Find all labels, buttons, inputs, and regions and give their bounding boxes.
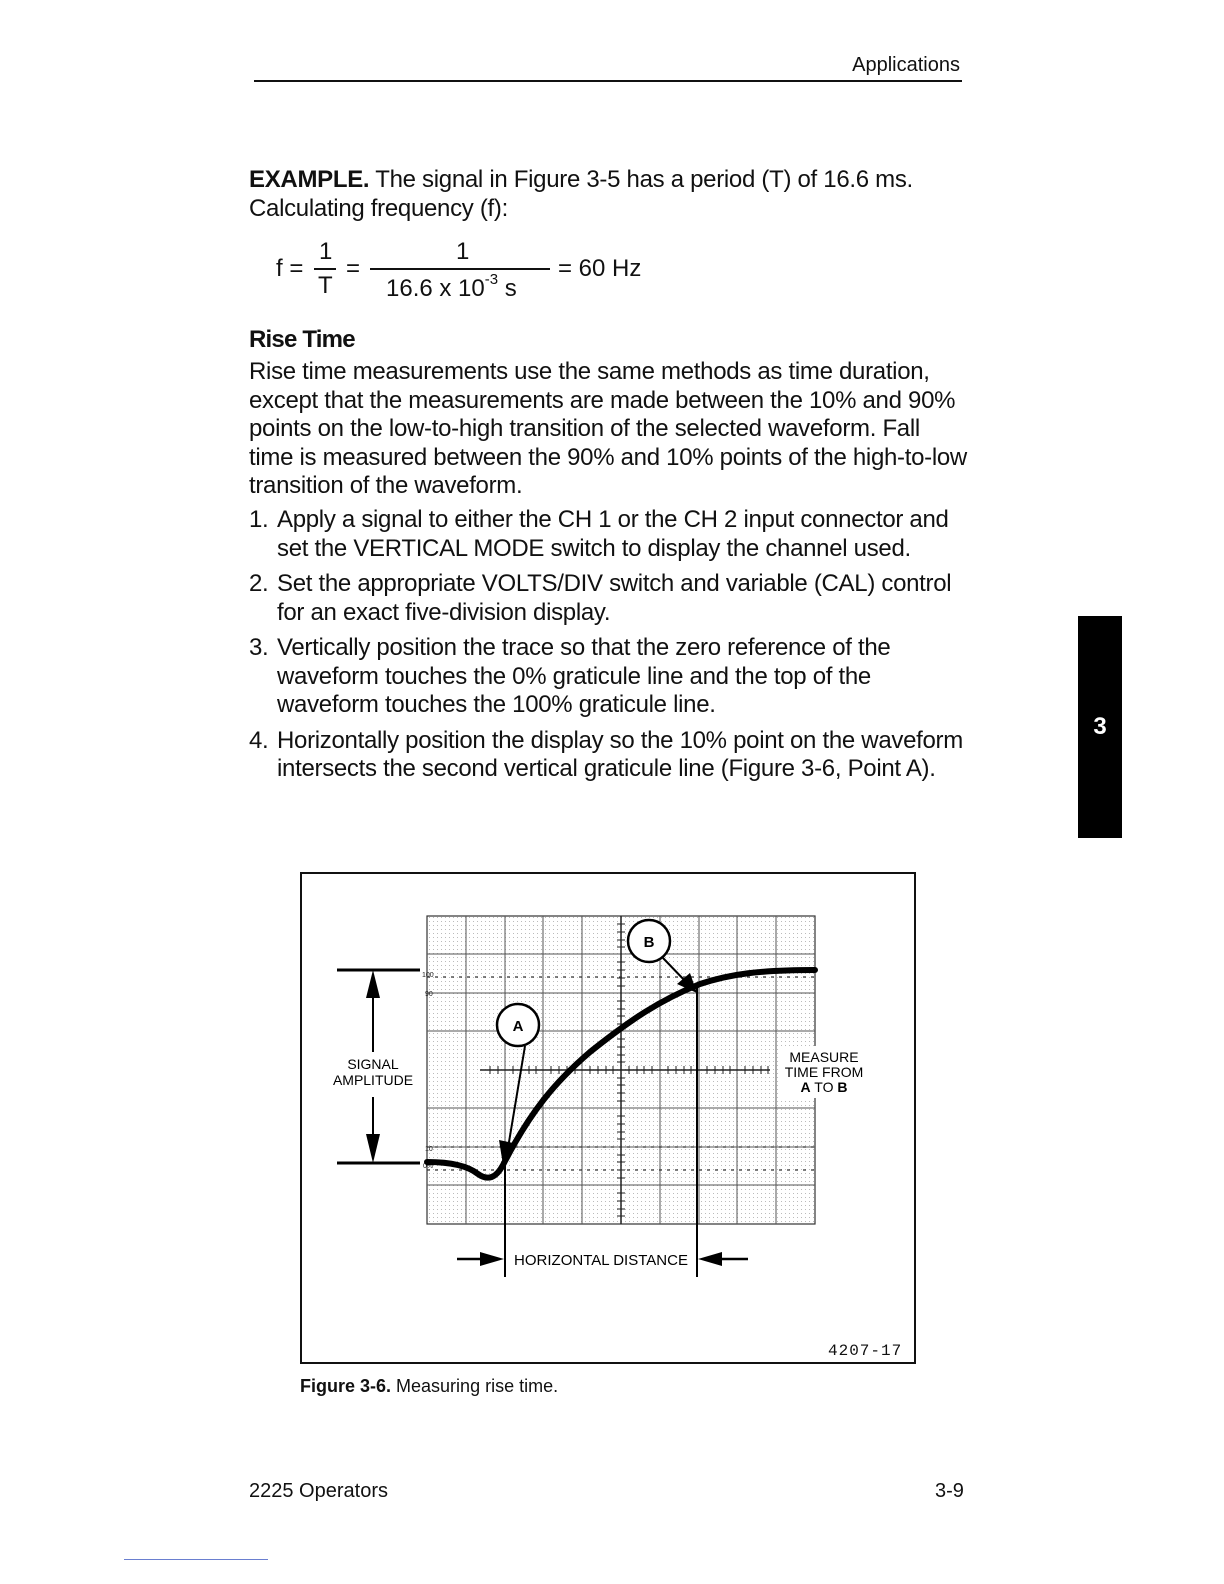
tick-label-100: 100 xyxy=(422,972,434,979)
section-intro: Rise time measurements use the same methods as time duration, except that the measurements are made between the 10% and 90% points on the low-to-high transition of the selected waveform. Fall time is measured between the 90% and 10% points of the high-to-low transition of the waveform. xyxy=(249,358,967,499)
amplitude-label: AMPLITUDE xyxy=(332,1072,414,1088)
formula-denominator-2 xyxy=(386,271,517,303)
example-text: The signal in Figure 3-5 has a period (T) of 16.6 ms. Calculating frequency (f): xyxy=(249,166,913,222)
step-text: Horizontally position the display so the 10% point on the waveform intersects the second vertical graticule line (Figure 3-6, Point A). xyxy=(277,726,963,782)
tick-label-10: 10 xyxy=(425,1146,433,1153)
figure-id: 4207-17 xyxy=(828,1342,903,1360)
figure-caption-text: Measuring rise time. xyxy=(391,1376,559,1396)
example-paragraph xyxy=(249,166,969,223)
frequency-formula xyxy=(0,232,800,304)
measure-label-a: A xyxy=(800,1079,811,1095)
horizontal-distance-label: HORIZONTAL DISTANCE xyxy=(514,1252,688,1269)
measure-label-3 xyxy=(801,1079,848,1095)
arrow-up-icon xyxy=(366,970,380,998)
step-number: 3. xyxy=(249,634,269,661)
fraction-bar-1 xyxy=(314,268,336,270)
formula-numerator-2: 1 xyxy=(456,238,470,265)
arrow-down-icon xyxy=(366,1134,380,1163)
procedure-list xyxy=(249,506,969,791)
chapter-tab: 3 xyxy=(1078,616,1122,838)
figure-caption-label: Figure 3-6. xyxy=(300,1376,392,1396)
denominator-base: 16.6 x 10 xyxy=(386,275,485,302)
formula-equals: = xyxy=(346,255,361,282)
list-item xyxy=(249,570,969,627)
arrow-right-icon xyxy=(480,1252,504,1266)
step-text: Set the appropriate VOLTS/DIV switch and variable (CAL) control for an exact five-division display. xyxy=(277,570,952,626)
measure-label-to: TO xyxy=(810,1079,838,1095)
step-text: Vertically position the trace so that the zero reference of the waveform touches the 0% graticule line and the top of the waveform touches the 100% graticule line. xyxy=(277,634,891,718)
list-item xyxy=(249,506,969,563)
denominator-exponent: -3 xyxy=(484,271,499,288)
bottom-rule xyxy=(124,1559,268,1560)
measure-note xyxy=(780,1046,872,1098)
formula-lhs: f = xyxy=(276,255,304,282)
measure-label-1: MEASURE xyxy=(789,1049,859,1065)
figure-caption xyxy=(300,1376,558,1397)
footer-manual-title: 2225 Operators xyxy=(249,1480,388,1502)
list-item xyxy=(249,634,969,720)
point-a-label: A xyxy=(512,1018,524,1035)
measure-label-2: TIME FROM xyxy=(784,1064,864,1080)
tick-label-90: 90 xyxy=(425,991,433,998)
rise-time-diagram xyxy=(300,872,916,1364)
tick-label-0: 0% xyxy=(423,1163,434,1170)
arrow-left-icon xyxy=(698,1252,722,1266)
step-number: 4. xyxy=(249,726,269,754)
step-text: Apply a signal to either the CH 1 or the CH 2 input connector and set the VERTICAL MODE switch to display the channel used. xyxy=(277,506,949,562)
measure-label-b: B xyxy=(837,1079,848,1095)
example-label: EXAMPLE. xyxy=(249,166,370,193)
fraction-bar-2 xyxy=(370,268,550,270)
running-header: Applications xyxy=(852,54,960,76)
denominator-unit: s xyxy=(498,275,517,302)
footer-page-number: 3-9 xyxy=(935,1480,964,1502)
header-rule xyxy=(254,80,962,82)
formula-result: = 60 Hz xyxy=(558,255,642,282)
step-number: 2. xyxy=(249,570,269,597)
signal-amplitude-indicator xyxy=(333,970,420,1163)
signal-label: SIGNAL xyxy=(347,1056,399,1072)
formula-denominator-1: T xyxy=(318,272,333,299)
step-number: 1. xyxy=(249,506,269,533)
list-item xyxy=(249,727,969,784)
formula-numerator-1: 1 xyxy=(319,238,333,265)
point-b-label: B xyxy=(643,934,655,951)
section-heading: Rise Time xyxy=(249,326,355,353)
